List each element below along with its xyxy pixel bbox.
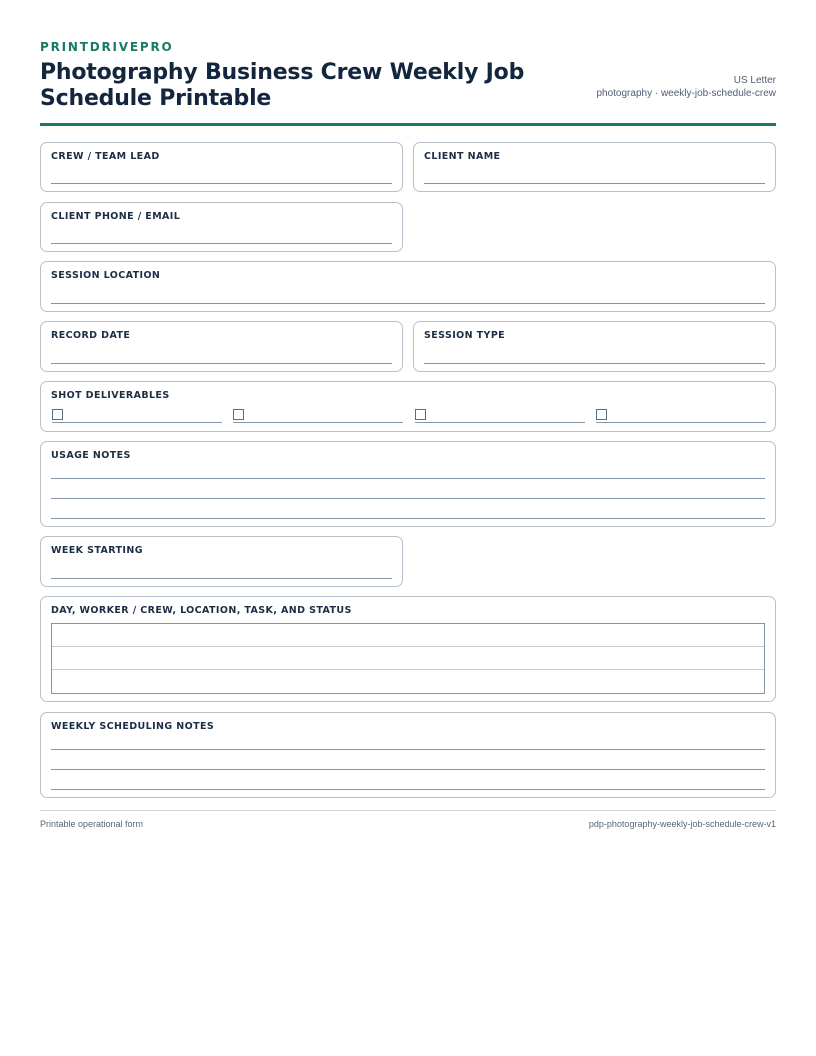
shot-deliverables-label: SHOT DELIVERABLES: [51, 390, 170, 401]
week-starting-label: WEEK STARTING: [51, 545, 143, 556]
paper-size: US Letter: [733, 75, 776, 86]
week-starting-field[interactable]: [40, 536, 403, 587]
weekly-notes-line[interactable]: [51, 769, 765, 770]
deliverable-write-line[interactable]: [52, 422, 222, 423]
client-contact-write-line[interactable]: [51, 243, 392, 244]
crew-lead-field[interactable]: [40, 142, 403, 192]
deliverable-item: [52, 409, 222, 423]
footer-divider: [40, 810, 776, 811]
weekly-notes-line[interactable]: [51, 789, 765, 790]
session-type-write-line[interactable]: [424, 363, 765, 364]
session-location-write-line[interactable]: [51, 303, 765, 304]
schedule-table: [51, 623, 765, 694]
deliverable-checkbox[interactable]: [415, 409, 426, 420]
deliverable-checkbox[interactable]: [233, 409, 244, 420]
page-title: Photography Business Crew Weekly Job Schedule Printable: [40, 60, 525, 111]
record-date-field[interactable]: [40, 321, 403, 372]
usage-notes-line[interactable]: [51, 518, 765, 519]
weekly-notes-field[interactable]: [40, 712, 776, 798]
deliverable-item: [596, 409, 766, 423]
deliverable-checkbox[interactable]: [596, 409, 607, 420]
schedule-table-label: DAY, WORKER / CREW, LOCATION, TASK, AND STATUS: [51, 605, 352, 616]
shot-deliverables-field: [40, 381, 776, 432]
usage-notes-line[interactable]: [51, 498, 765, 499]
session-type-label: SESSION TYPE: [424, 330, 506, 341]
crew-lead-write-line[interactable]: [51, 183, 392, 184]
session-location-field[interactable]: [40, 261, 776, 312]
usage-notes-field[interactable]: [40, 441, 776, 527]
header-divider: [40, 123, 776, 126]
weekly-notes-line[interactable]: [51, 749, 765, 750]
schedule-table-section: [40, 596, 776, 702]
deliverable-checkbox[interactable]: [52, 409, 63, 420]
table-row[interactable]: [52, 647, 764, 670]
deliverable-write-line[interactable]: [233, 422, 403, 423]
record-date-label: RECORD DATE: [51, 330, 131, 341]
deliverable-item: [415, 409, 585, 423]
client-contact-field[interactable]: [40, 202, 403, 252]
title-row: [40, 60, 776, 112]
deliverable-write-line[interactable]: [415, 422, 585, 423]
table-row[interactable]: [52, 670, 764, 693]
usage-notes-line[interactable]: [51, 478, 765, 479]
record-date-write-line[interactable]: [51, 363, 392, 364]
week-starting-write-line[interactable]: [51, 578, 392, 579]
session-type-field[interactable]: [413, 321, 776, 372]
session-location-label: SESSION LOCATION: [51, 270, 161, 281]
footer-left-text: Printable operational form: [40, 819, 144, 829]
table-row[interactable]: [52, 624, 764, 647]
category-slug: photography · weekly-job-schedule-crew: [596, 88, 776, 99]
client-contact-label: CLIENT PHONE / EMAIL: [51, 211, 181, 222]
client-name-label: CLIENT NAME: [424, 151, 501, 162]
footer-form-id: pdp-photography-weekly-job-schedule-crew-v1: [588, 819, 776, 829]
usage-notes-label: USAGE NOTES: [51, 450, 131, 461]
deliverable-item: [233, 409, 403, 423]
client-name-field[interactable]: [413, 142, 776, 192]
client-name-write-line[interactable]: [424, 183, 765, 184]
deliverable-write-line[interactable]: [596, 422, 766, 423]
brand-name: PRINTDRIVEPRO: [40, 40, 174, 54]
crew-lead-label: CREW / TEAM LEAD: [51, 151, 160, 162]
weekly-notes-label: WEEKLY SCHEDULING NOTES: [51, 721, 215, 732]
form-header: [40, 40, 776, 126]
document-meta: [596, 74, 776, 112]
